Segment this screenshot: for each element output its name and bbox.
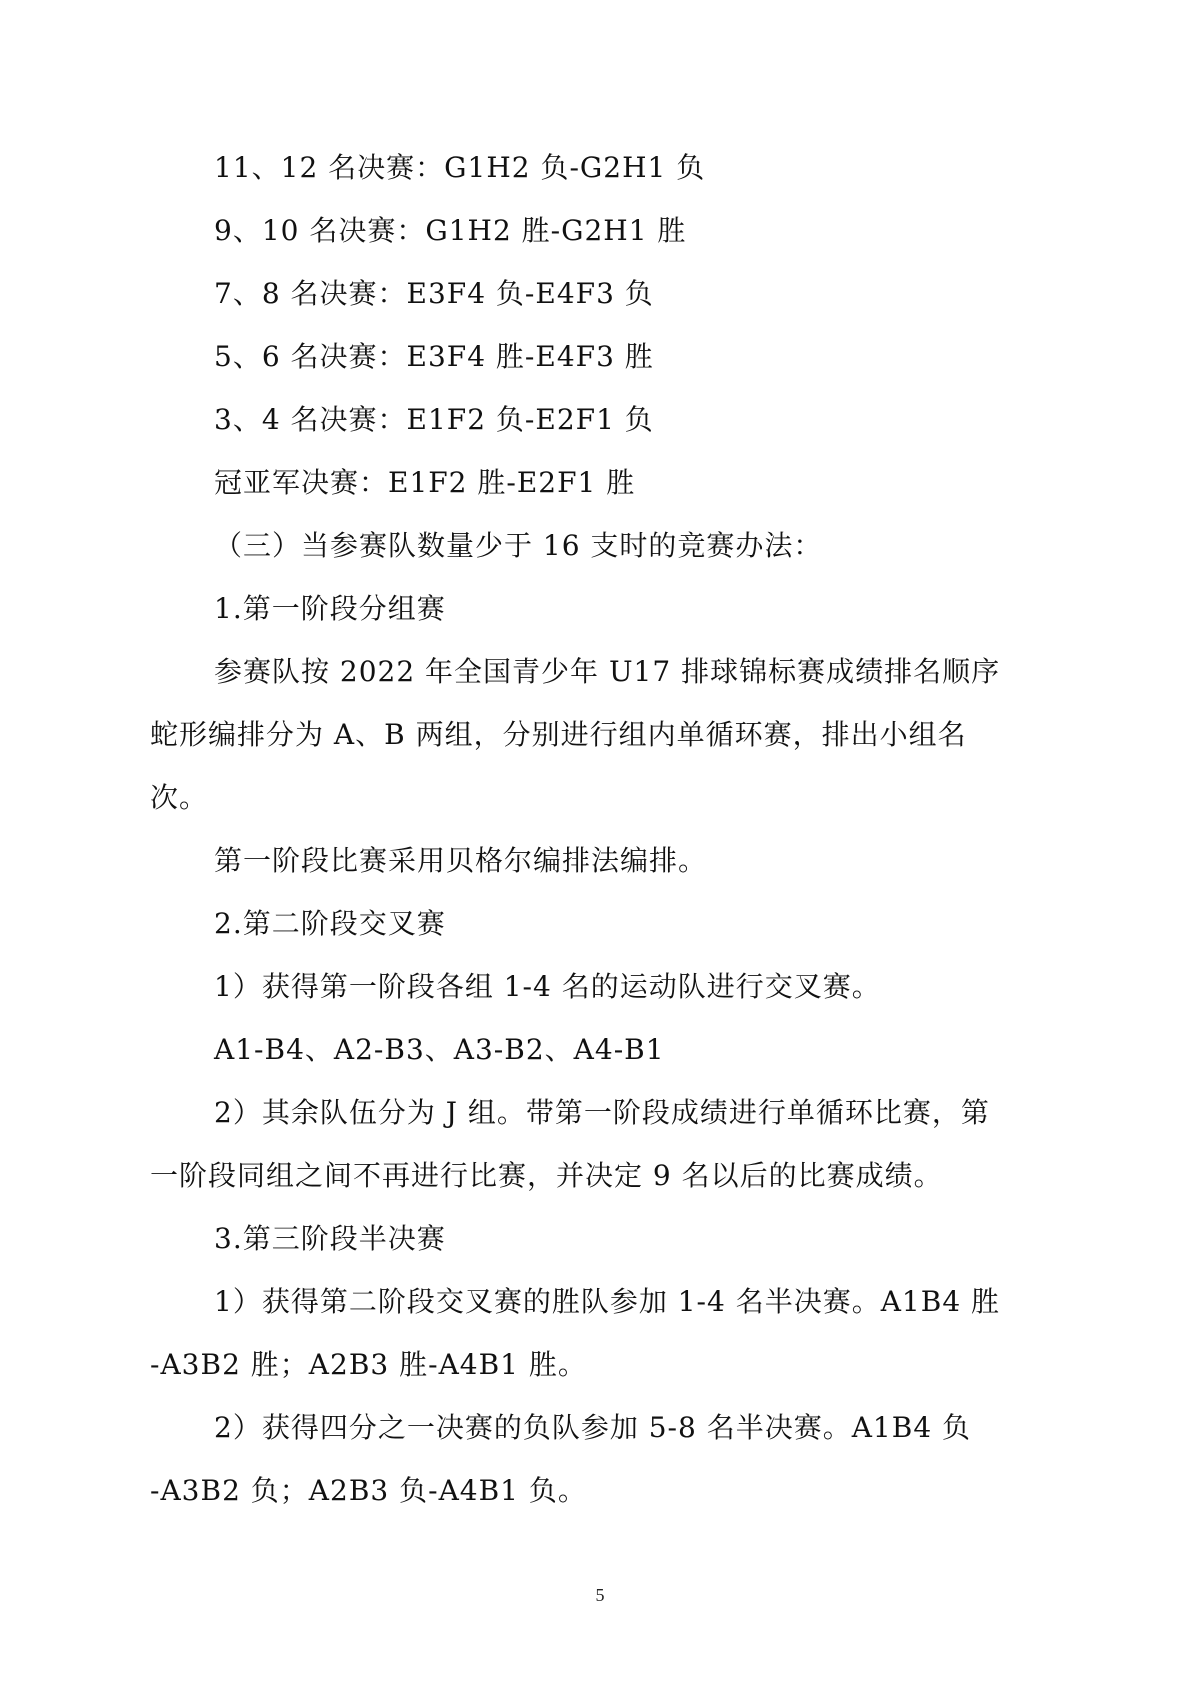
text-line-placing-11-12: 11、12 名决赛：G1H2 负-G2H1 负 xyxy=(214,151,706,184)
paragraph-stage-1-line-1: 参赛队按 2022 年全国青少年 U17 排球锦标赛成绩排名顺序 xyxy=(214,655,1001,688)
paragraph-stage-3-item-1-line-1: 1）获得第二阶段交叉赛的胜队参加 1-4 名半决赛。A1B4 胜 xyxy=(214,1285,1001,1318)
paragraph-stage-1-line-2: 蛇形编排分为 A、B 两组，分别进行组内单循环赛，排出小组名 xyxy=(150,718,967,751)
paragraph-stage-2-item-2-line-1: 2）其余队伍分为 J 组。带第一阶段成绩进行单循环比赛，第 xyxy=(214,1096,990,1129)
page-number: 5 xyxy=(595,1585,605,1605)
subheading-stage-1: 1.第一阶段分组赛 xyxy=(214,592,446,625)
paragraph-stage-1-line-3: 次。 xyxy=(150,781,209,814)
paragraph-stage-2-item-2-line-2: 一阶段同组之间不再进行比赛，并决定 9 名以后的比赛成绩。 xyxy=(150,1159,943,1192)
text-line-placing-5-6: 5、6 名决赛：E3F4 胜-E4F3 胜 xyxy=(214,340,654,373)
paragraph-berger-method: 第一阶段比赛采用贝格尔编排法编排。 xyxy=(214,844,708,877)
subheading-stage-3: 3.第三阶段半决赛 xyxy=(214,1222,446,1255)
section-heading-under-16: （三）当参赛队数量少于 16 支时的竞赛办法： xyxy=(214,529,823,562)
subheading-stage-2: 2.第二阶段交叉赛 xyxy=(214,907,446,940)
paragraph-stage-3-item-2-line-1: 2）获得四分之一决赛的负队参加 5-8 名半决赛。A1B4 负 xyxy=(214,1411,972,1444)
text-line-final: 冠亚军决赛：E1F2 胜-E2F1 胜 xyxy=(214,466,636,499)
paragraph-stage-3-item-1-line-2: -A3B2 胜；A2B3 胜-A4B1 胜。 xyxy=(150,1348,587,1381)
text-line-placing-9-10: 9、10 名决赛：G1H2 胜-G2H1 胜 xyxy=(214,214,687,247)
text-line-placing-7-8: 7、8 名决赛：E3F4 负-E4F3 负 xyxy=(214,277,654,310)
paragraph-stage-3-item-2-line-2: -A3B2 负；A2B3 负-A4B1 负。 xyxy=(150,1474,587,1507)
text-line-placing-3-4: 3、4 名决赛：E1F2 负-E2F1 负 xyxy=(214,403,654,436)
paragraph-stage-2-item-1: 1）获得第一阶段各组 1-4 名的运动队进行交叉赛。 xyxy=(214,970,881,1003)
paragraph-cross-matches: A1-B4、A2-B3、A3-B2、A4-B1 xyxy=(214,1033,665,1066)
